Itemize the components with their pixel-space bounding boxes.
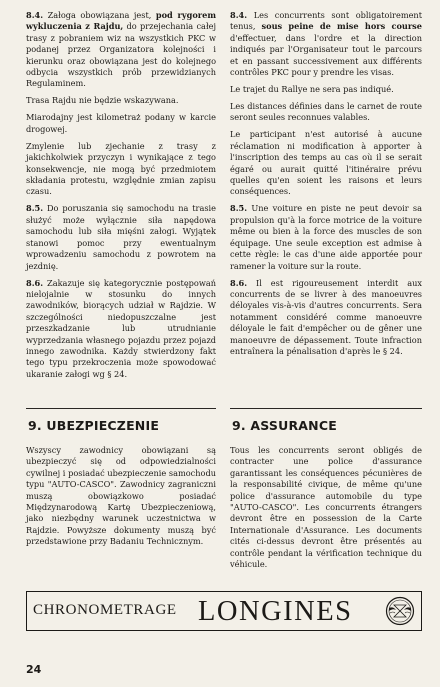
paragraph-text: d'effectuer, dans l'ordre et la direction indiqués par l'Organisateur tout le parcours et en passant successivement aux différents contrôles PKC pour y prendre les visas. — [230, 32, 422, 78]
section-divider-left — [26, 408, 216, 409]
clause-number: 8.4. — [26, 10, 44, 20]
section-heading-insurance-fr: 9. ASSURANCE — [232, 418, 337, 433]
advert-brand-name: LONGINES — [198, 596, 353, 627]
paragraph-text: Miarodajny jest kilometraż podany w karcie drogowej. — [26, 112, 216, 134]
clause-number: 8.6. — [230, 277, 248, 288]
paragraph-text: Zmylenie lub zjechanie z trasy z jakichkolwiek przyczyn i wynikające z tego konsekwencje, nie mogą być przedmiotem składania protestu, względnie zmian zapisu czasu. — [26, 140, 216, 197]
paragraph-deviation-pl — [26, 141, 216, 198]
paragraph-bold-text: sous peine de mise hors course — [261, 21, 422, 32]
paragraph-8-6-pl — [26, 278, 216, 381]
clause-number: 8.5. — [230, 203, 248, 214]
paragraph-8-6-fr — [230, 278, 422, 358]
paragraph-distance-fr — [230, 101, 422, 124]
paragraph-bold-text: pod rygorem wykluczenia z Rajdu, — [26, 10, 216, 32]
paragraph-text: Do poruszania się samochodu na trasie służyć może wyłącznie siła napędowa samochodu lub siła mięśni załogi. Wyjątek stanowi pomoc przy ewentualnym wprowadzeniu samochodu z powrotem na jezdnię. — [26, 203, 216, 271]
paragraph-route-fr — [230, 84, 422, 95]
paragraph-text: Le participant n'est autorisé à aucune réclamation ni modification à apporter à l'inscription des temps au cas où il se serait égaré ou aurait quitté l'itinéraire prévu quelles qu'en soient les raisons et leurs conséquences. — [230, 129, 422, 197]
advert-chronometrage-text: CHRONOMETRAGE — [33, 602, 177, 618]
paragraph-8-4-pl — [26, 10, 216, 90]
clause-number: 8.5. — [26, 203, 44, 214]
paragraph-text: Le trajet du Rallye ne sera pas indiqué. — [230, 84, 394, 95]
longines-advertisement — [26, 591, 422, 631]
paragraph-text: Les distances définies dans le carnet de route seront seules reconnues valables. — [230, 101, 422, 123]
paragraph-deviation-fr — [230, 129, 422, 197]
paragraph-8-5-fr — [230, 203, 422, 271]
paragraph-text: Il est rigoureusement interdit aux concurrents de se livrer à des manoeuvres déloyales vis-à-vis d'autres concurrents. Sera notamment considéré comme manoeuvre déloyale le fait d'empêcher ou de gêner une manoeuvre de dépassement. Toute infraction entraînera la pénalisation d'après le § 24. — [230, 277, 422, 356]
section-body-insurance-pl: Wszyscy zawodnicy obowiązani są ubezpieczyć się od odpowiedzialności cywilnej i posiadać ubezpieczenie samochodu typu "AUTO-CASCO". Zawodnicy zagraniczni muszą obowiązkowo posiadać Międzynarodową Kartę Ubezpieczeniową, jako niezbędny warunek uczestnictwa w Rajdzie. Powyższe dokumenty muszą być przedstawione przy Badaniu Technicznym. — [26, 445, 216, 547]
left-column-polish — [26, 10, 216, 386]
paragraph-text: Trasa Rajdu nie będzie wskazywana. — [26, 95, 179, 106]
section-heading-insurance-pl: 9. UBEZPIECZENIE — [28, 418, 160, 433]
paragraph-distance-pl — [26, 112, 216, 135]
paragraph-text: Les concurrents sont obligatoirement tenus, — [230, 10, 422, 32]
paragraph-8-5-pl — [26, 203, 216, 271]
paragraph-text: Une voiture en piste ne peut devoir sa propulsion qu'à la force motrice de la voiture même ou bien à la force des muscles de son équipage. Une seule exception est admise à cette règle: le cas d'une aide apportée pour ramener la voiture sur la route. — [230, 203, 422, 271]
section-divider-right — [230, 408, 422, 409]
paragraph-8-4-fr — [230, 10, 422, 78]
right-column-french — [230, 10, 422, 363]
paragraph-text: Załoga obowiązana jest, — [43, 10, 156, 20]
clause-number: 8.4. — [230, 10, 248, 20]
paragraph-text: Zakazuje się kategorycznie postępowań nielojalnie w stosunku do innych zawodników, biorących udział w Rajdzie. W szczególności niedopuszczalne jest przeszkadzanie lub utrudnianie wyprzedzania własnego pojazdu przez pojazd innego zawodnika. Każdy stwierdzony fakt tego typu przekroczenia może spowodować ukaranie załogi wg § 24. — [26, 277, 216, 379]
page-number: 24 — [26, 663, 42, 676]
clause-number: 8.6. — [26, 277, 44, 288]
longines-emblem-icon — [385, 596, 415, 626]
paragraph-route-pl — [26, 95, 216, 106]
section-body-insurance-fr: Tous les concurrents seront obligés de contracter une police d'assurance garantissant les conséquences pécunières de la responsabilité civique, de même qu'une police d'assurance automobile du type "AUTO-CASCO". Les concurrents étrangers devront être en possession de la Carte Internationale d'Assurance. Les documents cités ci-dessus devront être présentés au contrôle pendant la vérification technique du véhicule. — [230, 445, 422, 570]
paragraph-text: do przejechania całej trasy z pobraniem wiz na wszystkich PKC w podanej przez Organizatora kolejności i kierunku oraz obowiązana jest do kolejnego odbycia wszystkich prób przewidzianych Regulaminem. — [26, 21, 216, 89]
